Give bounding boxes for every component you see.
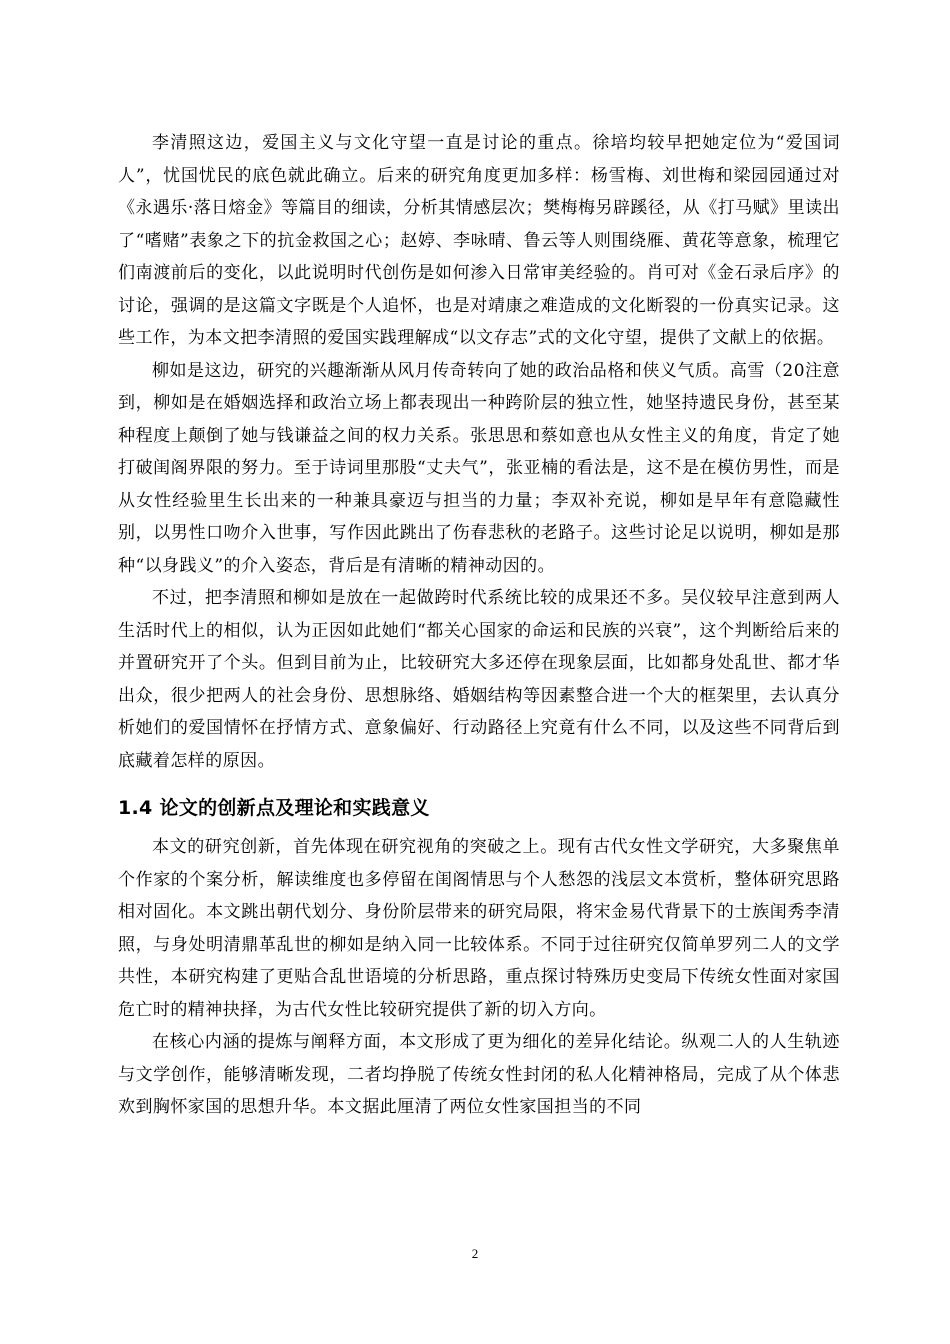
page-body [118,127,840,1124]
paragraph-li-qingzhao-research: 李清照这边，爱国主义与文化守望一直是讨论的重点。徐培均较早把她定位为“爱国词人”，忧国忧民的底色就此确立。后来的研究角度更加多样：杨雪梅、刘世梅和梁园园通过对《永遇乐·落日熔金》等篇目的细读，分析其情感层次；樊梅梅另辟蹊径，从《打马赋》里读出了“嗜赌”表象之下的抗金救国之心；赵婷、李咏晴、鲁云等人则围绕雁、黄花等意象，梳理它们南渡前后的变化，以此说明时代创伤是如何渗入日常审美经验的。肖可对《金石录后序》的讨论，强调的是这篇文字既是个人追怀，也是对靖康之难造成的文化断裂的一份真实记录。这些工作，为本文把李清照的爱国实践理解成“以文存志”式的文化守望，提供了文献上的依据。 [118,133,840,348]
section-heading: 1.4 论文的创新点及理论和实践意义 [118,797,430,819]
paragraph-innovation-perspective: 本文的研究创新，首先体现在研究视角的突破之上。现有古代女性文学研究，大多聚焦单个作家的个案分析，解读维度也多停留在闺阁情思与个人愁怨的浅层文本赏析，整体研究思路相对固化。本文跳出朝代划分、身份阶层带来的研究局限，将宋金易代背景下的士族闺秀李清照，与身处明清鼎革乱世的柳如是纳入同一比较体系。不同于过往研究仅简单罗列二人的文学共性，本研究构建了更贴合乱世语境的分析思路，重点探讨特殊历史变局下传统女性面对家国危亡时的精神抉择，为古代女性比较研究提供了新的切入方向。 [118,837,840,1020]
paragraph-innovation-conclusion: 在核心内涵的提炼与阐释方面，本文形成了更为细化的差异化结论。纵观二人的人生轨迹与文学创作，能够清晰发现，二者均挣脱了传统女性封闭的私人化精神格局，完成了从个体悲欢到胸怀家国的思想升华。本文据此厘清了两位女性家国担当的不同 [118,1032,840,1117]
paragraph-comparative-research: 不过，把李清照和柳如是放在一起做跨时代系统比较的成果还不多。吴仪较早注意到两人生活时代上的相似，认为正因如此她们“都关心国家的命运和民族的兴衰”，这个判断给后来的并置研究开了个头。但到目前为止，比较研究大多还停在现象层面，比如都身处乱世、都才华出众，很少把两人的社会身份、思想脉络、婚姻结构等因素整合进一个大的框架里，去认真分析她们的爱国情怀在抒情方式、意象偏好、行动路径上究竟有什么不同，以及这些不同背后到底藏着怎样的原因。 [118,588,840,771]
page-number: 2 [471,1246,479,1261]
paragraph-liu-rushi-research: 柳如是这边，研究的兴趣渐渐从风月传奇转向了她的政治品格和侠义气质。高雪（20注意到，柳如是在婚姻选择和政治立场上都表现出一种跨阶层的独立性，她坚持遗民身份，甚至某种程度上颠倒了她与钱谦益之间的权力关系。张思思和蔡如意也从女性主义的角度，肯定了她打破闺阁界限的努力。至于诗词里那股“丈夫气”，张亚楠的看法是，这不是在模仿男性，而是从女性经验里生长出来的一种兼具豪迈与担当的力量；李双补充说，柳如是早年有意隐藏性别，以男性口吻介入世事，写作因此跳出了伤春悲秋的老路子。这些讨论足以说明，柳如是那种“以身践义”的介入姿态，背后是有清晰的精神动因的。 [118,360,840,576]
